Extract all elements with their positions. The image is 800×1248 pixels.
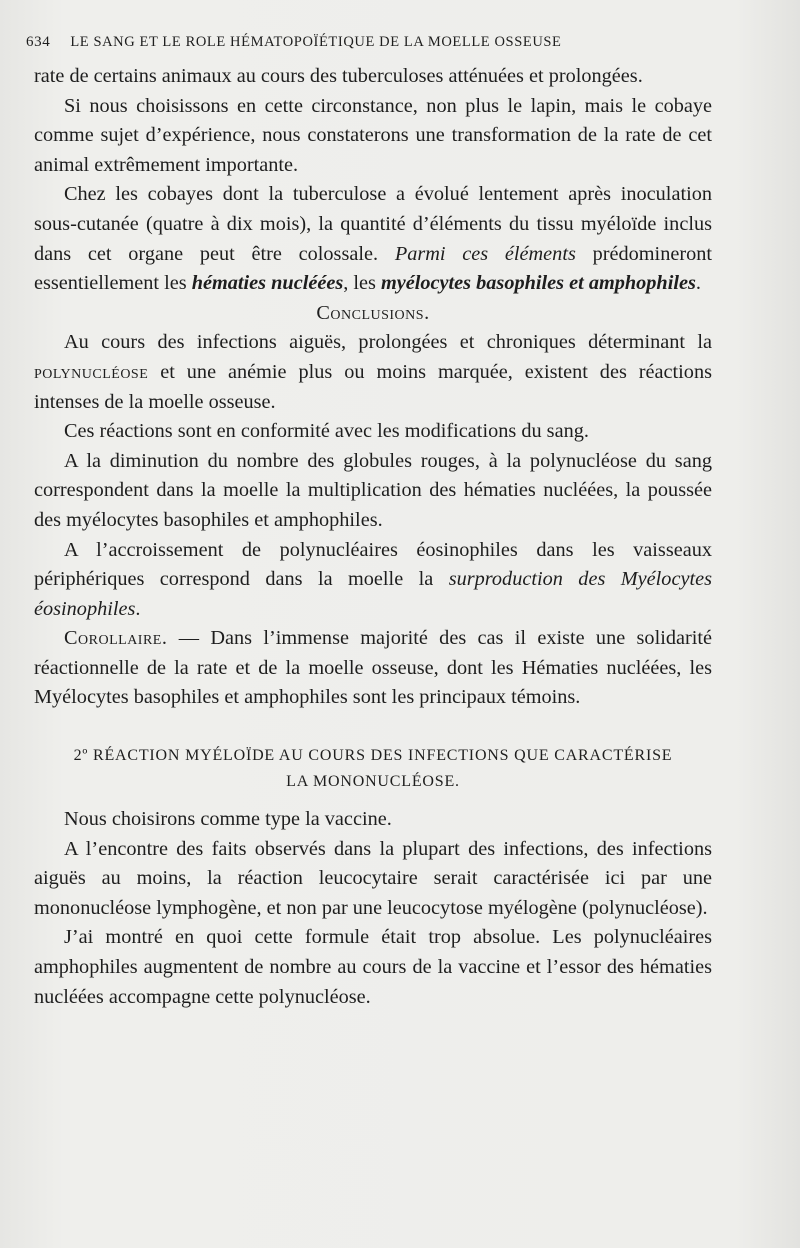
text: A l’accroissement de polynucléaires éosinophiles dans les vaisseaux périphériques correspond dans la moelle la [34,538,712,591]
text: . [135,597,141,620]
paragraph [34,180,712,298]
page-body [34,62,712,1012]
section-heading-line: LA MONONUCLÉOSE. [286,773,460,791]
text: . [695,272,701,295]
emphasis-text: surproduction des Myélocytes éosinophiles [34,568,712,620]
paragraph [34,624,712,713]
paragraph: J’ai montré en quoi cette formule était trop absolue. Les polynucléaires amphophiles augmentent de nombre au cours de la vaccine et l’essor des hématies nucléées accompagne cette polynucléose. [34,926,712,1008]
paragraph [34,536,712,625]
paragraph: A la diminution du nombre des globules rouges, à la polynucléose du sang correspondent dans la moelle la multiplication des hématies nucléées, la poussée des myélocytes basophiles et amphophiles. [34,449,712,531]
running-title: LE SANG ET LE ROLE HÉMATOPOÏÉTIQUE DE LA MOELLE OSSEUSE [70,34,562,50]
paragraph: Ces réactions sont en conformité avec les modifications du sang. [64,420,589,443]
text: — Dans l’immense majorité des cas il existe une solidarité réactionnelle de la rate et de la moelle osseuse, dont les Hématies nucléées, les Myélocytes basophiles et amphophiles sont les principaux témoins. [34,627,713,709]
paragraph: Nous choisirons comme type la vaccine. [64,808,392,831]
running-header [26,34,760,51]
paragraph [34,328,712,417]
corollary-label: Corollaire. [64,627,168,650]
small-caps-term: polynucléose [34,360,149,383]
text: , les [343,272,376,295]
section-heading [34,743,712,795]
paragraph: A l’encontre des faits observés dans la plupart des infections, des infections aiguës au moins, la réaction leucocytaire serait caractérisée ici par une mononucléose lymphogène, et non par une leucocytose myélogène (polynucléose). [34,837,712,919]
text: et une anémie plus ou moins marquée, existent des réactions intenses de la moelle osseuse. [34,360,712,413]
text: Au cours des infections aiguës, prolongées et chroniques déterminant la [64,331,712,354]
emphasis-text: myélocytes basophiles et amphophiles [380,272,696,295]
page-number: 634 [26,34,51,50]
paragraph: Si nous choisissons en cette circonstance, non plus le lapin, mais le cobaye comme sujet d’expérience, nous constaterons une transformation de la rate de cet animal extrêmement importante. [34,94,712,176]
section-heading-line: 2º RÉACTION MYÉLOÏDE AU COURS DES INFECTIONS QUE CARACTÉRISE [73,747,673,765]
text: prédomineront essentiellement les [34,242,713,295]
paragraph-continued: rate de certains animaux au cours des tuberculoses atténuées et prolongées. [34,65,643,87]
emphasis-text: hématies nucléées [191,272,344,295]
text: Chez les cobayes dont la tuberculose a évolué lentement après inoculation sous-cutanée (quatre à dix mois), la quantité d’éléments du tissu myéloïde inclus dans cet organe peut être colossale. [34,183,712,265]
conclusions-heading: Conclusions. [316,301,430,324]
emphasis-text: Parmi ces éléments [394,242,576,265]
